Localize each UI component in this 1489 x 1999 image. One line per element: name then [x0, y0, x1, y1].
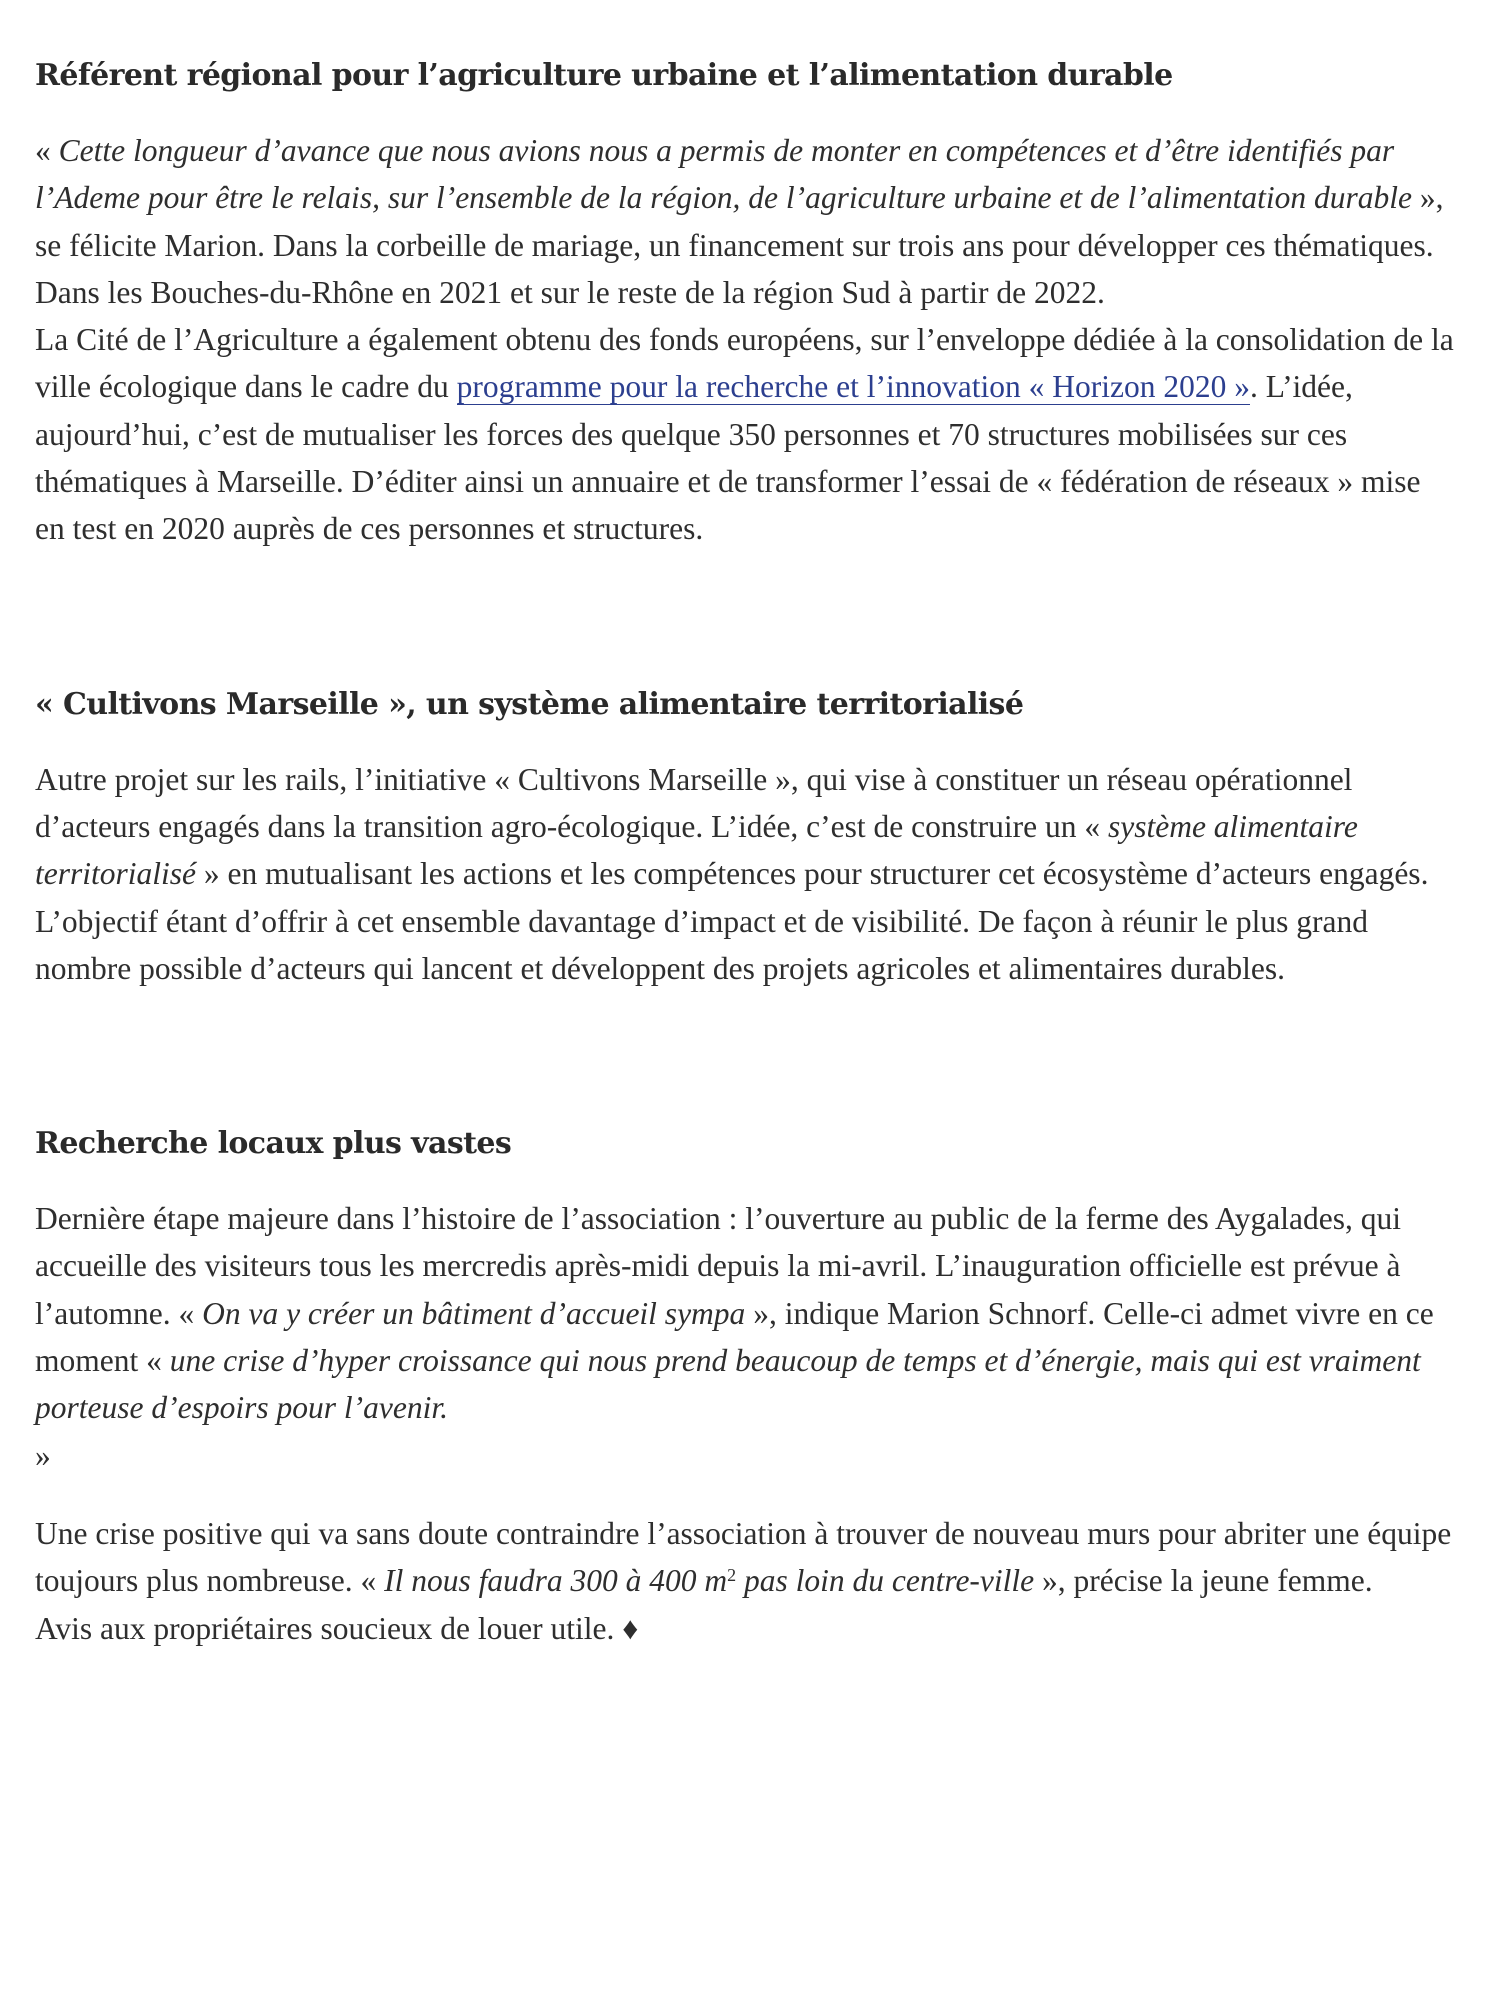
quote-text: une crise d’hyper croissance qui nous prend beaucoup de temps et d’énergie, mais qui est vraiment porteuse d’espoirs pour l’avenir. — [35, 1343, 1421, 1426]
paragraph-text: La Cité de l’Agriculture a également obtenu des fonds européens, sur l’enveloppe dédiée à la consolidation de la ville écologique dans le cadre du — [35, 322, 1454, 405]
horizon-2020-link[interactable]: programme pour la recherche et l’innovation « Horizon 2020 » — [456, 369, 1250, 405]
section-heading: Recherche locaux plus vastes — [35, 1126, 512, 1162]
paragraph-text: Dernière étape majeure dans l’histoire de l’association : l’ouverture au public de la ferme des Aygalades, qui accueille des visiteurs tous les mercredis après-midi depuis la mi-avril. L’inauguration officielle est prévue à l’automne. « — [35, 1201, 1401, 1331]
quote-mark: « — [35, 133, 59, 168]
paragraph-text: », se félicite Marion. Dans la corbeille de mariage, un financement sur trois ans pour développer ces thématiques. Dans les Bouches-du-Rhône en 2021 et sur le reste de la région Sud à partir de 2022. — [35, 180, 1444, 310]
paragraph-text: . L’idée, aujourd’hui, c’est de mutualiser les forces des quelque 350 personnes et 70 structures mobilisées sur ces thématiques à Marseille. D’éditer ainsi un annuaire et de transformer l’essai de « fédération de réseaux » mise en test en 2020 auprès de ces personnes et structures. — [35, 369, 1421, 547]
section-heading: « Cultivons Marseille », un système alimentaire territorialisé — [35, 686, 1024, 722]
superscript: 2 — [727, 1565, 737, 1586]
paragraph-text: », précise la jeune femme. — [1034, 1563, 1373, 1599]
quote-text: Cette longueur d’avance que nous avions nous a permis de monter en compétences et d’être identifiés par l’Ademe pour être le relais, sur l’ensemble de la région, de l’agriculture urbaine et de l’alimentation durable — [35, 133, 1412, 216]
paragraph-text: », indique Marion Schnorf. Celle-ci admet vivre en ce moment « — [35, 1295, 1434, 1379]
paragraph — [35, 756, 1455, 992]
quote-text: système alimentaire territorialisé — [35, 808, 1358, 892]
paragraph-text: » en mutualisant les actions et les compétences pour structurer cet écosystème d’acteurs engagés. L’objectif étant d’offrir à cet ensemble davantage d’impact et de visibilité. De façon à réunir le plus grand nombre possible d’acteurs qui lancent et développent des projets agricoles et alimentaires durables. — [35, 856, 1429, 986]
quote-text: Il nous faudra 300 à 400 m — [384, 1563, 728, 1599]
article-body — [35, 52, 1455, 1652]
paragraph-text: Une crise positive qui va sans doute contraindre l’association à trouver de nouveau murs pour abriter une équipe toujours plus nombreuse. « — [35, 1515, 1452, 1599]
section-heading: Référent régional pour l’agriculture urbaine et l’alimentation durable — [35, 58, 1173, 93]
paragraph-text: Autre projet sur les rails, l’initiative « Cultivons Marseille », qui vise à constituer un réseau opérationnel d’acteurs engagés dans la transition agro-écologique. L’idée, c’est de construire un « — [35, 761, 1353, 844]
paragraph — [35, 1510, 1455, 1652]
closing-line: Avis aux propriétaires soucieux de louer utile. ♦ — [35, 1610, 639, 1646]
quote-mark: » — [35, 1437, 51, 1473]
quote-text: On va y créer un bâtiment d’accueil sympa — [202, 1295, 746, 1331]
paragraph — [35, 127, 1455, 553]
quote-text: pas loin du centre-ville — [736, 1563, 1035, 1599]
paragraph — [35, 1195, 1455, 1479]
